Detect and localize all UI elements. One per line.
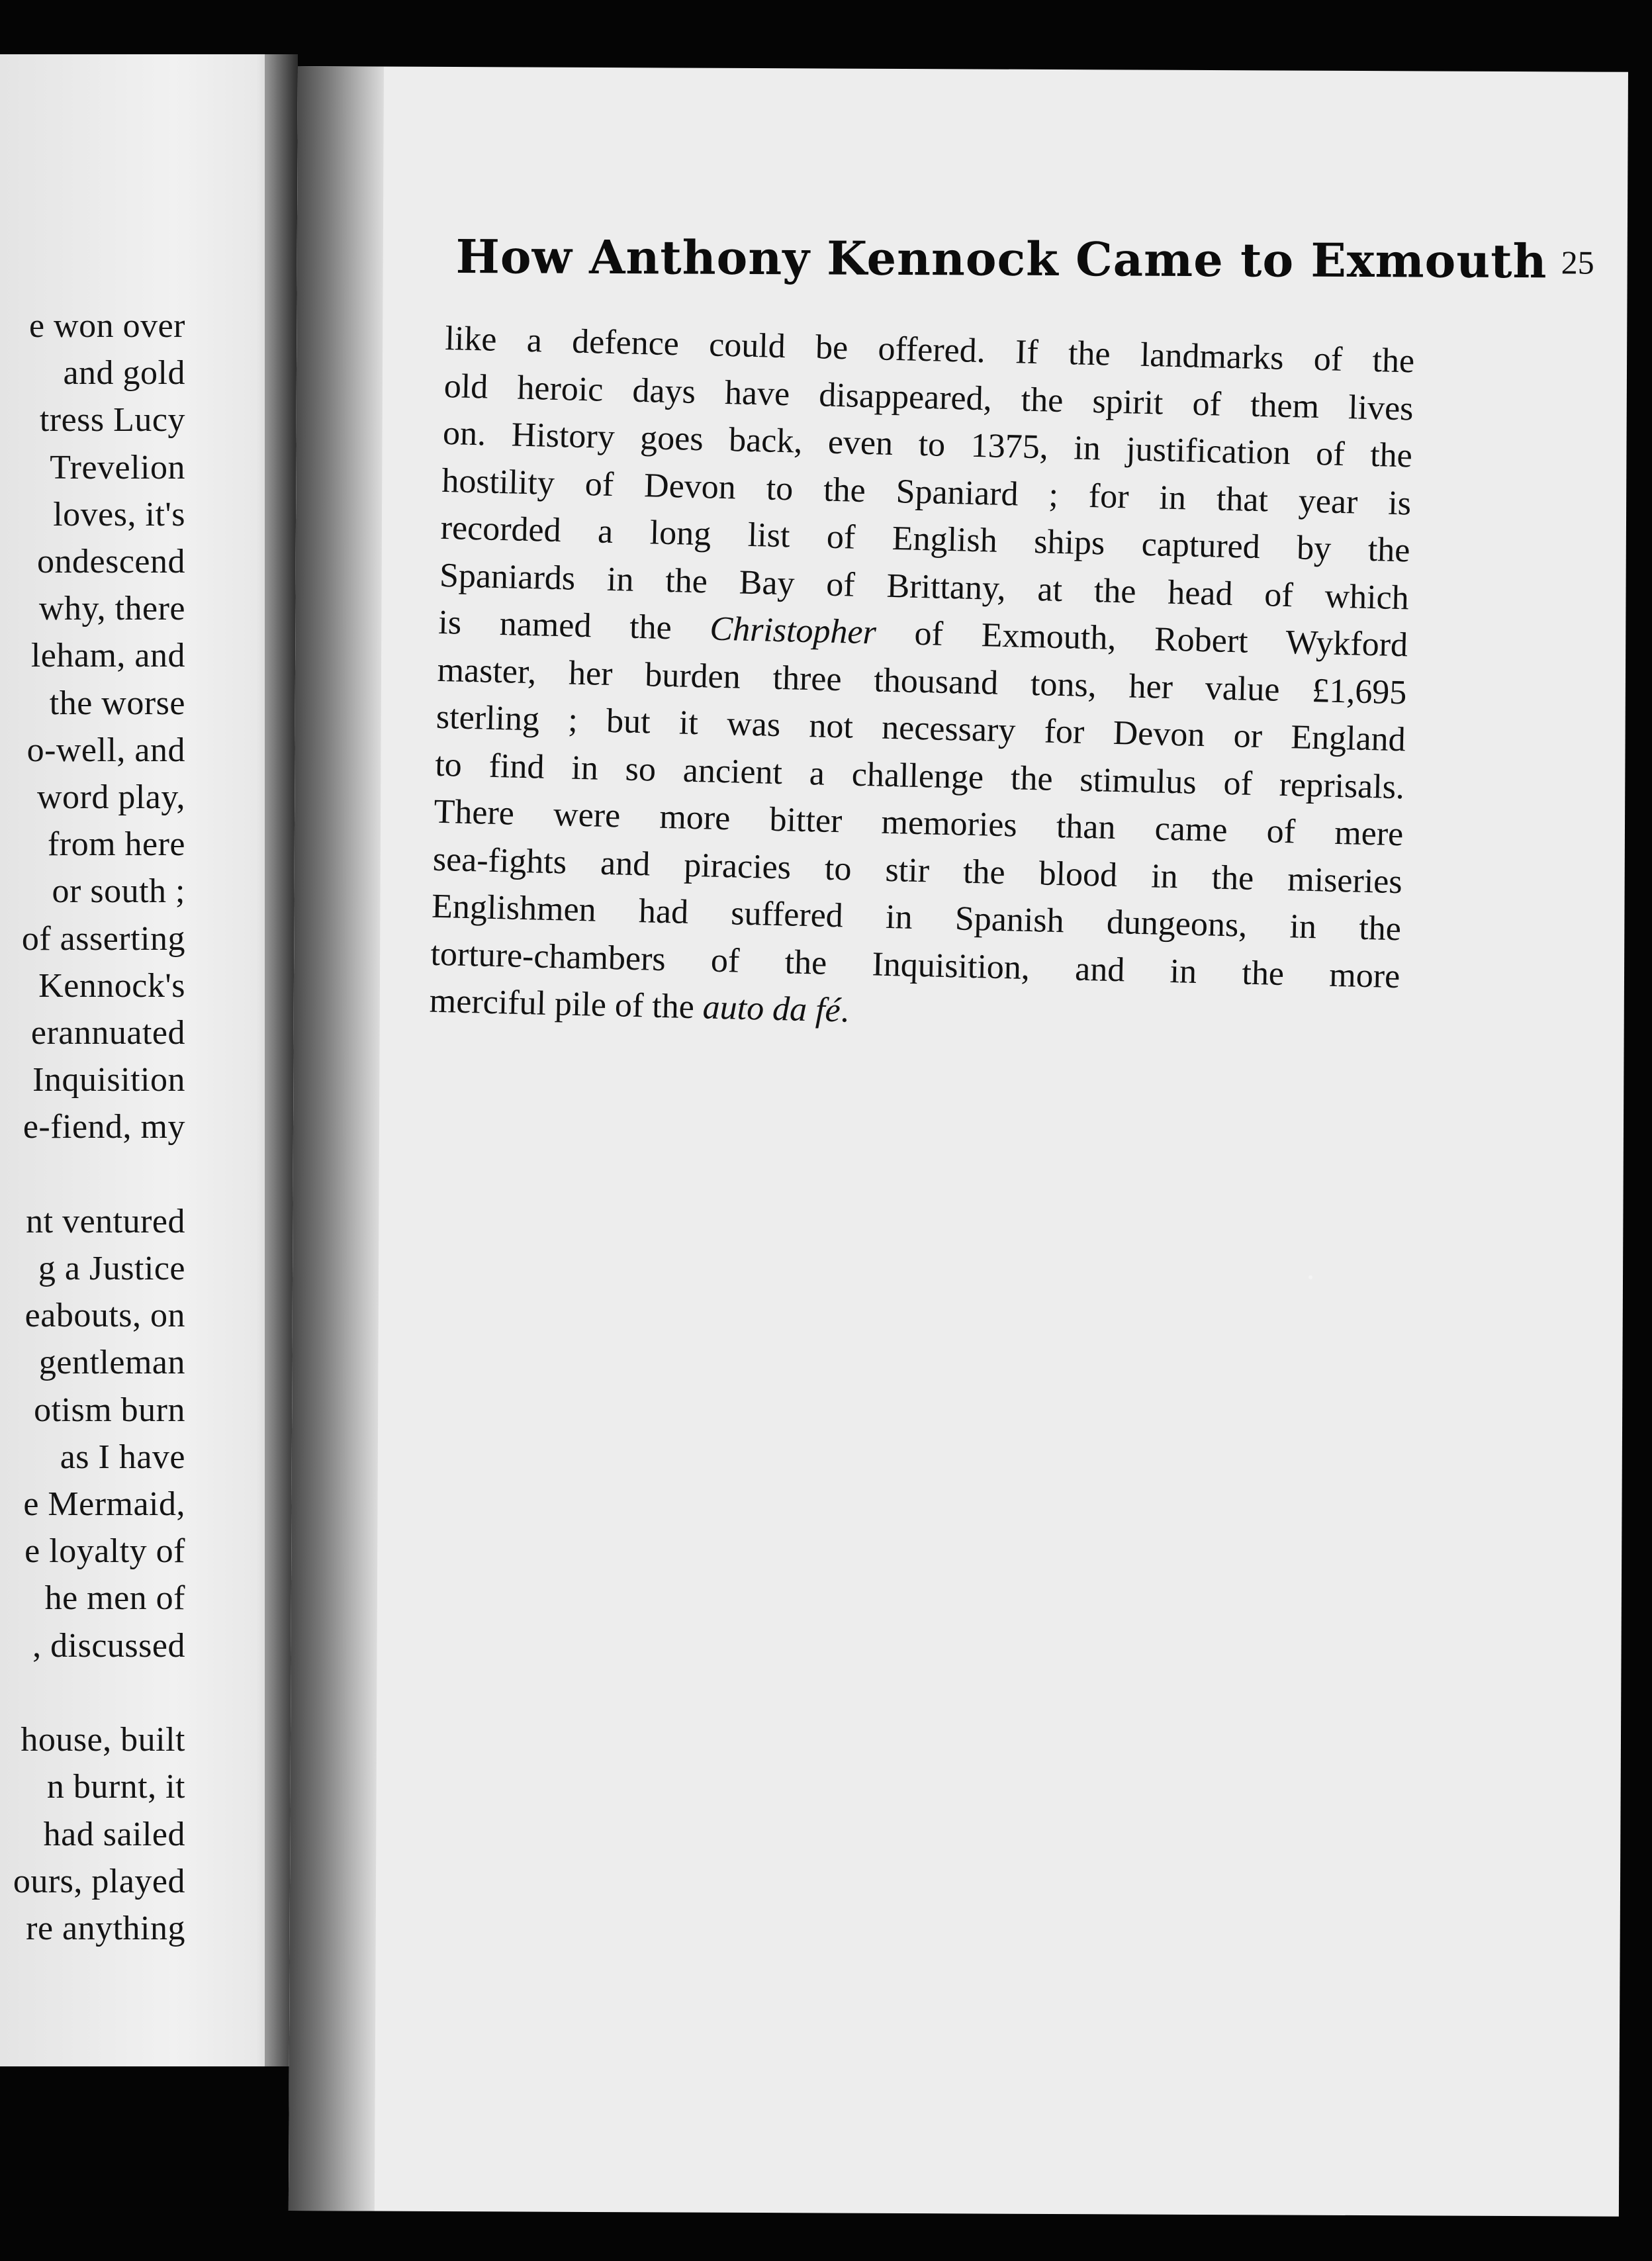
previous-page-line: house, built [21, 1721, 185, 1759]
previous-page-line: as I have [60, 1438, 185, 1476]
previous-page-line: or south ; [52, 872, 185, 911]
previous-page-line: tress Lucy [39, 401, 185, 439]
previous-page-line: otism burn [34, 1391, 185, 1429]
previous-page [0, 54, 291, 2066]
previous-page-line: o-well, and [26, 731, 185, 769]
text-run: master, her burden three thousand tons, her value £1,695 [437, 651, 1407, 712]
text-run: like a defence could be offered. If the landmarks of the [444, 319, 1415, 381]
text-run: torture-chambers of the Inquisition, and in the more [430, 935, 1400, 995]
text-run: is named the [437, 603, 711, 648]
previous-page-line: of asserting [21, 919, 185, 958]
previous-page-line: e Mermaid, [23, 1485, 185, 1524]
previous-page-line: why, there [38, 590, 185, 628]
running-title: How Anthony Kennock Came to Exmouth [455, 229, 1547, 289]
previous-page-line: leham, and [30, 637, 185, 675]
previous-page-line: he men of [44, 1579, 185, 1618]
text-run: of Exmouth, Robert Wykford [876, 614, 1408, 665]
previous-page-line: eabouts, on [24, 1297, 185, 1335]
previous-page-line: , discussed [32, 1626, 185, 1665]
previous-page-line: had sailed [43, 1815, 185, 1853]
previous-page-line: Inquisition [32, 1061, 185, 1099]
text-run: recorded a long list of English ships captured by the [440, 508, 1411, 570]
page-number: 25 [1561, 244, 1594, 281]
previous-page-line: e loyalty of [24, 1532, 185, 1571]
previous-page-line: ondescend [37, 543, 185, 581]
previous-page-line: Trevelion [50, 448, 185, 486]
text-run: Spaniards in the Bay of Brittany, at the head of which [439, 556, 1410, 617]
paper-speck [1308, 1275, 1312, 1279]
text-run: . [840, 992, 850, 1030]
previous-page-line: loves, it's [53, 495, 185, 533]
previous-page-text [0, 302, 185, 1952]
previous-page-line: and gold [63, 354, 185, 392]
previous-page-line: the worse [49, 684, 185, 722]
previous-page-line: nt ventured [26, 1202, 185, 1240]
text-run: merciful pile of the [429, 982, 704, 1027]
text-run: Englishmen had suffered in Spanish dungeons, in the [431, 887, 1402, 948]
previous-page-line: g a Justice [38, 1250, 185, 1288]
italic-text: auto da fé [702, 988, 841, 1030]
previous-page-line [0, 1151, 185, 1198]
text-run: on. History goes back, even to 1375, in justification of the [442, 414, 1413, 475]
previous-page-line: from here [47, 825, 185, 864]
text-run: to find in so ancient a challenge the stimulus of reprisals. [434, 745, 1405, 806]
current-page [289, 66, 1628, 2217]
previous-page-line: n burnt, it [46, 1768, 185, 1806]
running-head [455, 229, 1594, 314]
text-run: sterling ; but it was not necessary for Devon or England [436, 698, 1406, 759]
body-paragraph [429, 315, 1415, 1048]
previous-page-line: e won over [28, 307, 185, 345]
text-run: sea-fights and piracies to stir the blood in the miseries [432, 840, 1403, 901]
previous-page-line: Kennock's [38, 966, 185, 1005]
previous-page-line: word play, [36, 778, 185, 817]
text-run: hostility of Devon to the Spaniard ; for in that year is [441, 461, 1412, 522]
previous-page-line: ours, played [13, 1862, 185, 1900]
previous-page-line [0, 1669, 185, 1716]
previous-page-line: gentleman [38, 1344, 185, 1382]
page-edge-shadow [289, 66, 384, 2211]
text-run: old heroic days have disappeared, the spirit of them lives [443, 367, 1414, 428]
previous-page-line: erannuated [30, 1014, 185, 1052]
previous-page-line: re anything [26, 1909, 185, 1947]
italic-text: Christopher [709, 610, 877, 652]
text-run: There were more bitter memories than came of mere [434, 792, 1404, 854]
previous-page-line: e-fiend, my [23, 1108, 185, 1146]
